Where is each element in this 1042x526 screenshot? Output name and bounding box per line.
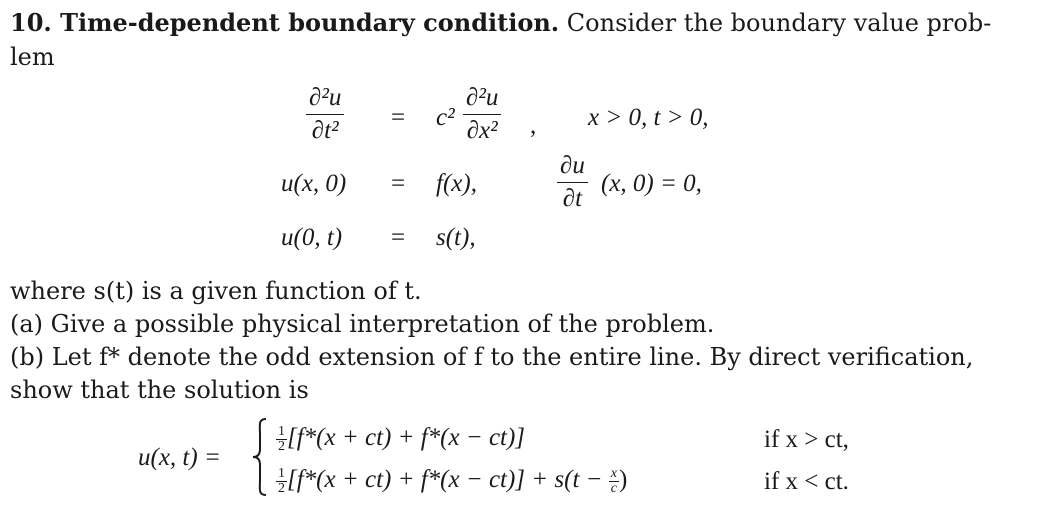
eq1-condition: x > 0, t > 0, [588, 104, 709, 131]
eq2-rhs: f(x), [436, 170, 477, 197]
problem-intro-2: lem [10, 43, 55, 71]
case2-half [276, 467, 287, 496]
part-a: (a) Give a possible physical interpretation of the problem. [10, 310, 715, 338]
case2-inner-num: x [610, 465, 617, 481]
case2-inner-fraction [609, 467, 619, 496]
case1-half-den: 2 [278, 438, 285, 454]
case1-row [276, 424, 525, 454]
eq3-rhs: s(t), [436, 224, 476, 251]
eq3-lhs: u(0, t) [281, 224, 343, 251]
eq1-rhs-den: ∂x² [466, 117, 498, 144]
case1-half-num: 1 [278, 423, 285, 439]
eq2-side-num: ∂u [557, 152, 588, 183]
case1-half [276, 425, 287, 454]
problem-heading: 10. Time-dependent boundary condition. [10, 8, 560, 37]
case2-condition: if x < ct. [764, 468, 849, 495]
part-b-line-2: show that the solution is [10, 376, 309, 404]
eq2-side-fraction [557, 152, 588, 213]
case2-row [276, 466, 627, 496]
case2-half-den: 2 [278, 480, 285, 496]
case2-inner-den: c [610, 480, 617, 496]
eq2-side-rest: (x, 0) = 0, [601, 170, 702, 197]
eq3-relation: = [391, 224, 406, 251]
eq2-side-den: ∂t [562, 185, 583, 212]
eq1-lhs-num: ∂²u [306, 84, 344, 115]
eq1-lhs-fraction [306, 84, 344, 145]
eq1-rhs-fraction [463, 84, 501, 145]
eq1-lhs-den: ∂t² [311, 117, 339, 144]
part-b-line-1: (b) Let f* denote the odd extension of f to the entire line. By direct verification, [10, 343, 974, 371]
problem-intro-1: Consider the boundary value prob- [566, 9, 992, 37]
eq2-lhs: u(x, 0) [281, 170, 347, 197]
case1-expression: [f*(x + ct) + f*(x − ct)] [287, 424, 526, 451]
eq1-trail: , [530, 112, 537, 139]
eq1-rhs-num: ∂²u [463, 84, 501, 115]
eq1-relation: = [391, 104, 406, 131]
case1-condition: if x > ct, [764, 426, 849, 453]
left-brace [252, 417, 268, 497]
solution-lhs: u(x, t) = [138, 444, 221, 471]
body-line-1: where s(t) is a given function of t. [10, 277, 422, 305]
case2-half-num: 1 [278, 465, 285, 481]
eq2-relation: = [391, 170, 406, 197]
eq1-coefficient: c² [436, 104, 455, 131]
case2-close: ) [619, 466, 628, 493]
case2-expression: [f*(x + ct) + f*(x − ct)] + s(t − [287, 466, 603, 493]
problem-heading-line [10, 8, 991, 38]
